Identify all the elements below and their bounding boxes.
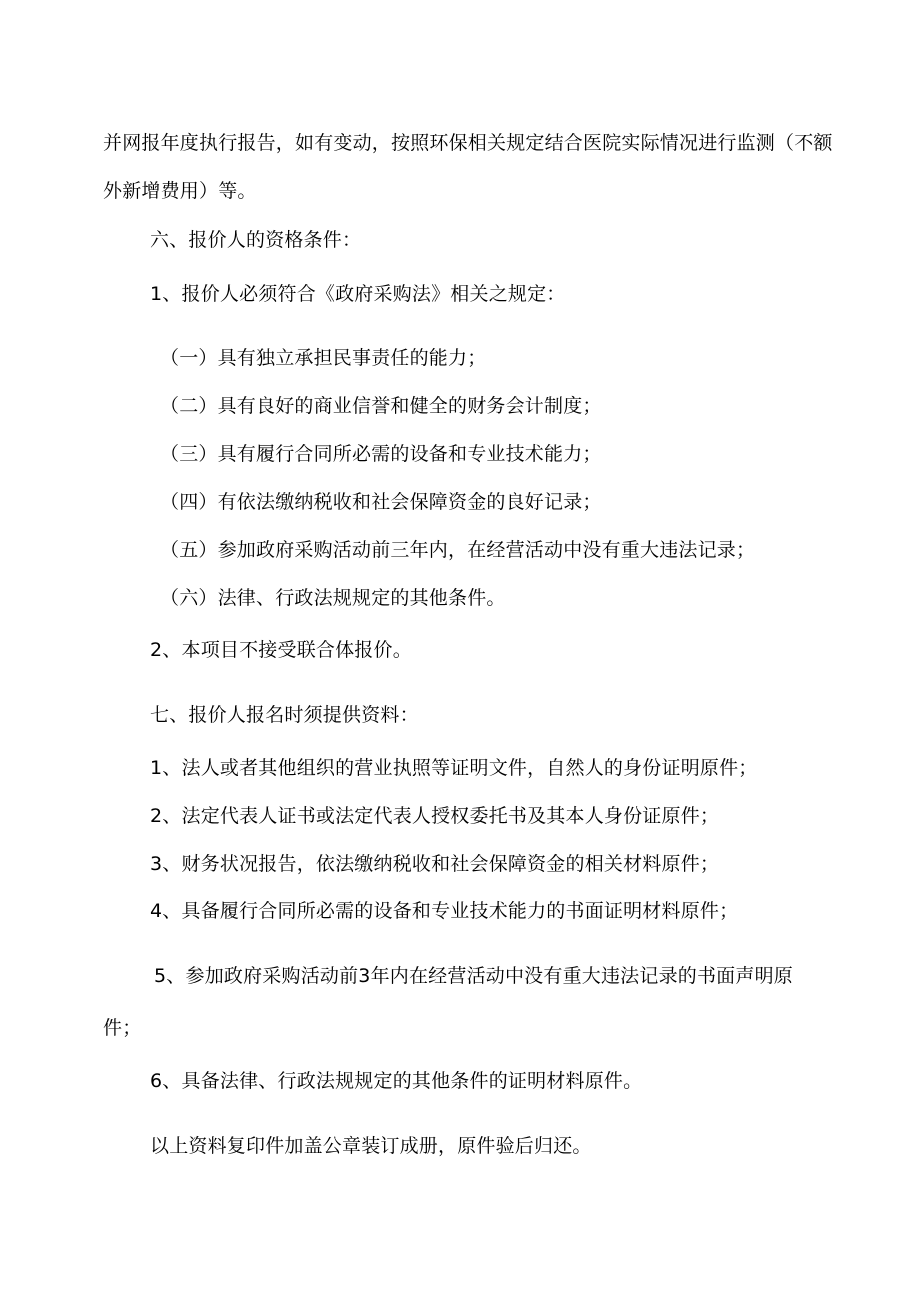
qualification-sub-item: （四）有依法缴纳税收和社会保障资金的良好记录； [160,491,602,513]
required-document-item-6: 6、具备法律、行政法规规定的其他条件的证明材料原件。 [150,1070,643,1092]
section-6-heading: 六、报价人的资格条件： [150,229,362,251]
section-6-item-2: 2、本项目不接受联合体报价。 [150,639,412,661]
required-document-item-5-line-2: 件； [103,1017,142,1039]
binding-note: 以上资料复印件加盖公章装订成册，原件验后归还。 [150,1135,592,1157]
section-6-item-1: 1、报价人必须符合《政府采购法》相关之规定： [150,283,566,305]
required-document-item: 1、法人或者其他组织的营业执照等证明文件，自然人的身份证明原件； [150,757,758,779]
required-document-item-5-line-1: 5、参加政府采购活动前3年内在经营活动中没有重大违法记录的书面声明原 [154,965,793,987]
qualification-sub-item: （一）具有独立承担民事责任的能力； [160,347,487,369]
required-document-item: 4、具备履行合同所必需的设备和专业技术能力的书面证明材料原件； [150,900,739,922]
required-document-item: 3、财务状况报告，依法缴纳税收和社会保障资金的相关材料原件； [150,853,720,875]
qualification-sub-item: （二）具有良好的商业信誉和健全的财务会计制度； [160,395,602,417]
continuation-line-2: 外新增费用）等。 [103,180,257,202]
required-document-item: 2、法定代表人证书或法定代表人授权委托书及其本人身份证原件； [150,805,720,827]
qualification-sub-item: （三）具有履行合同所必需的设备和专业技术能力； [160,443,602,465]
continuation-line-1: 并网报年度执行报告，如有变动，按照环保相关规定结合医院实际情况进行监测（不额 [103,132,833,154]
qualification-sub-item: （五）参加政府采购活动前三年内，在经营活动中没有重大违法记录； [160,539,756,561]
qualification-sub-item: （六）法律、行政法规规定的其他条件。 [160,587,506,609]
section-7-heading: 七、报价人报名时须提供资料： [150,704,419,726]
